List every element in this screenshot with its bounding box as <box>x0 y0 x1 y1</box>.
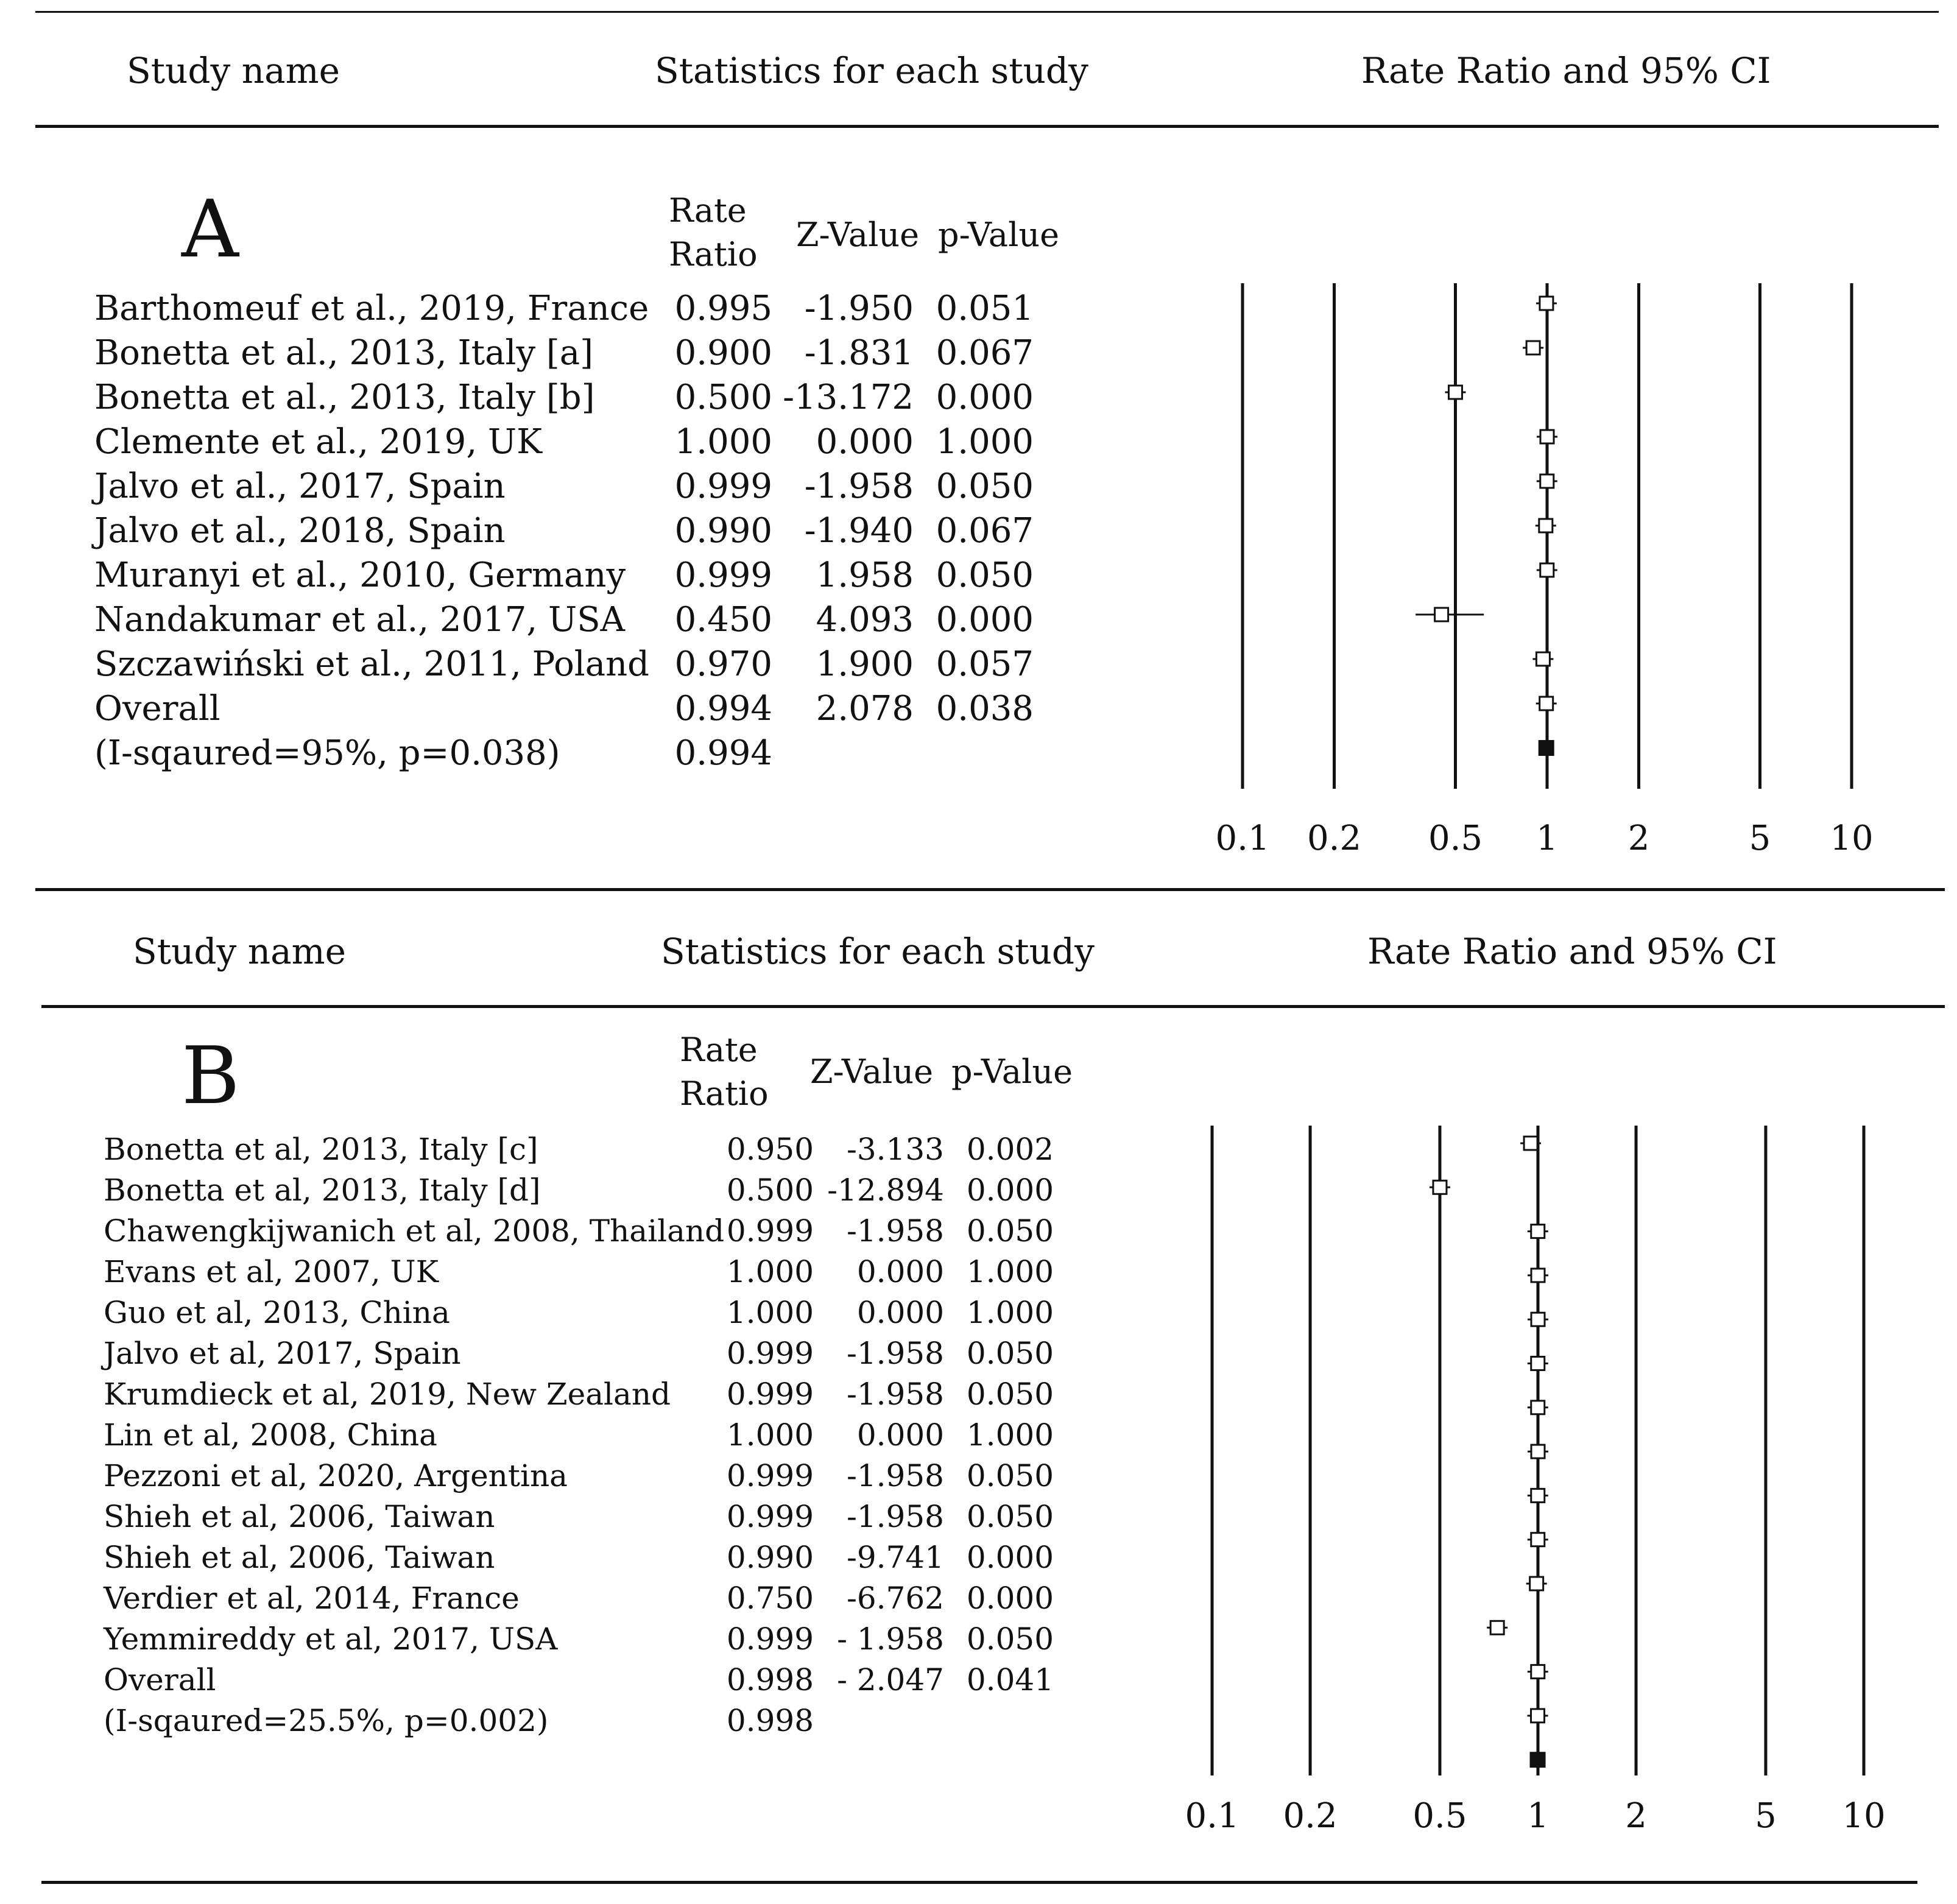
x-tick-label: 1 <box>1536 819 1558 858</box>
bottom-rule <box>41 1881 1917 1884</box>
study-name-label: Yemmireddy et al, 2017, USA <box>104 1621 558 1657</box>
z-value: 0.000 <box>856 1295 944 1330</box>
rate-ratio-value: 0.998 <box>726 1662 814 1698</box>
rate-ratio-column-header: Rate Ratio <box>669 191 758 273</box>
study-point-marker <box>1540 563 1554 577</box>
rate-ratio-value: 0.999 <box>726 1336 814 1371</box>
study-point-marker <box>1530 1577 1543 1590</box>
z-value: -6.762 <box>846 1581 944 1616</box>
study-name-label: Shieh et al, 2006, Taiwan <box>104 1499 495 1534</box>
p-value: 0.050 <box>966 1377 1054 1412</box>
study-name-label: Muranyi et al., 2010, Germany <box>94 555 626 595</box>
z-value: -1.958 <box>846 1213 944 1249</box>
study-name-label: Bonetta et al., 2013, Italy [b] <box>94 378 595 417</box>
rate-ratio-value: 0.750 <box>726 1581 814 1616</box>
p-value: 0.067 <box>936 333 1034 373</box>
x-tick-label: 0.1 <box>1215 819 1270 858</box>
p-value-column-header-b: p-Value <box>951 1052 1073 1091</box>
study-name-label: Shieh et al, 2006, Taiwan <box>104 1540 495 1575</box>
study-name-label: Jalvo et al, 2017, Spain <box>104 1336 461 1371</box>
rate-ratio-value: 0.994 <box>674 733 772 773</box>
z-value: 0.000 <box>856 1417 944 1453</box>
rate-ratio-value: 1.000 <box>726 1417 814 1453</box>
z-value: -9.741 <box>846 1540 944 1575</box>
p-value: 0.051 <box>936 289 1034 328</box>
rate-ratio-column-header-b: Rate Ratio <box>680 1031 769 1113</box>
rate-ratio-value: 0.999 <box>726 1377 814 1412</box>
x-tick-label: 5 <box>1749 819 1771 858</box>
z-value: -1.950 <box>804 289 914 328</box>
rate-ratio-value: 0.999 <box>726 1458 814 1493</box>
p-value: 0.067 <box>936 511 1034 551</box>
study-name-label: Nandakumar et al., 2017, USA <box>94 600 626 640</box>
z-value: 0.000 <box>816 422 914 462</box>
p-value: 0.057 <box>936 644 1034 684</box>
p-value: 0.050 <box>966 1499 1054 1534</box>
study-name-label: Jalvo et al., 2018, Spain <box>94 511 506 551</box>
study-point-marker <box>1490 1621 1504 1634</box>
study-point-marker <box>1536 652 1550 666</box>
x-tick-label: 0.5 <box>1428 819 1483 858</box>
study-point-marker <box>1531 1269 1545 1282</box>
z-value: -3.133 <box>846 1132 944 1167</box>
z-value: - 2.047 <box>837 1662 944 1698</box>
rate-ratio-ci-header: Rate Ratio and 95% CI <box>1361 50 1771 91</box>
study-name-label: Verdier et al, 2014, France <box>104 1581 520 1616</box>
x-tick-label: 0.1 <box>1185 1796 1239 1836</box>
z-value: -1.958 <box>846 1377 944 1412</box>
z-value: -13.172 <box>783 378 914 417</box>
study-point-marker <box>1531 1665 1545 1679</box>
panel-label-b: B <box>182 1029 240 1122</box>
study-name-label: Szczawiński et al., 2011, Poland <box>94 644 650 684</box>
study-name-label: (I-sqaured=95%, p=0.038) <box>94 733 560 773</box>
rate-ratio-value: 0.999 <box>674 555 772 595</box>
rate-ratio-value: 0.500 <box>726 1172 814 1208</box>
summary-point-marker <box>1539 741 1554 755</box>
rate-ratio-value: 1.000 <box>726 1295 814 1330</box>
z-value: -1.958 <box>846 1336 944 1371</box>
study-name-label: Evans et al, 2007, UK <box>104 1254 439 1289</box>
rate-ratio-value: 0.995 <box>674 289 772 328</box>
x-tick-label: 1 <box>1527 1796 1549 1836</box>
p-value: 0.050 <box>936 467 1034 506</box>
rate-ratio-value: 0.999 <box>726 1499 814 1534</box>
p-value: 1.000 <box>936 422 1034 462</box>
study-name-label: Lin et al, 2008, China <box>104 1417 437 1453</box>
rate-ratio-value: 0.990 <box>674 511 772 551</box>
p-value: 0.002 <box>966 1132 1054 1167</box>
rate-ratio-value: 0.950 <box>726 1132 814 1167</box>
study-point-marker <box>1540 430 1554 443</box>
z-value: -1.958 <box>846 1458 944 1493</box>
study-name-label: Bonetta et al, 2013, Italy [c] <box>104 1132 538 1167</box>
z-value: 0.000 <box>856 1254 944 1289</box>
study-name-header-b: Study name <box>133 931 346 972</box>
rate-ratio-value: 1.000 <box>726 1254 814 1289</box>
p-value: 1.000 <box>966 1417 1054 1453</box>
study-point-marker <box>1539 519 1553 532</box>
x-tick-label: 10 <box>1830 819 1874 858</box>
study-name-label: Jalvo et al., 2017, Spain <box>94 467 506 506</box>
forest-plot-b <box>1185 1115 1888 1852</box>
z-value: 2.078 <box>816 689 914 728</box>
panel-divider-rule <box>35 888 1945 891</box>
z-value: -12.894 <box>827 1172 944 1208</box>
z-value: -1.940 <box>804 511 914 551</box>
study-name-label: Guo et al, 2013, China <box>104 1295 450 1330</box>
summary-point-marker <box>1531 1752 1545 1767</box>
p-value: 0.050 <box>966 1213 1054 1249</box>
study-point-marker <box>1531 1225 1545 1238</box>
p-value: 0.000 <box>966 1172 1054 1208</box>
study-point-marker <box>1531 1357 1545 1370</box>
p-value: 0.000 <box>936 600 1034 640</box>
p-value: 0.050 <box>966 1458 1054 1493</box>
header-rule <box>35 125 1939 128</box>
z-value: 1.900 <box>816 644 914 684</box>
study-name-label: Bonetta et al, 2013, Italy [d] <box>104 1172 541 1208</box>
z-value: -1.831 <box>804 333 914 373</box>
study-point-marker <box>1531 1533 1545 1546</box>
study-point-marker <box>1540 697 1553 710</box>
z-value-column-header-b: Z-Value <box>810 1052 934 1091</box>
study-point-marker <box>1540 474 1554 488</box>
rate-ratio-ci-header-b: Rate Ratio and 95% CI <box>1367 931 1777 972</box>
study-name-label: (I-sqaured=25.5%, p=0.002) <box>104 1703 549 1738</box>
study-point-marker <box>1448 386 1462 399</box>
study-name-label: Chawengkijwanich et al, 2008, Thailand <box>104 1213 725 1249</box>
study-point-marker <box>1531 1489 1545 1502</box>
study-name-label: Barthomeuf et al., 2019, France <box>94 289 649 328</box>
p-value: 0.038 <box>936 689 1034 728</box>
study-name-label: Overall <box>94 689 220 728</box>
rate-ratio-value: 1.000 <box>674 422 772 462</box>
study-name-header: Study name <box>127 50 340 91</box>
x-tick-label: 5 <box>1755 1796 1777 1836</box>
study-point-marker <box>1524 1137 1537 1150</box>
study-name-label: Overall <box>104 1662 216 1698</box>
study-point-marker <box>1531 1709 1545 1722</box>
forest-plot-a <box>1188 268 1888 865</box>
p-value: 0.000 <box>936 378 1034 417</box>
rate-ratio-value: 0.994 <box>674 689 772 728</box>
study-name-label: Clemente et al., 2019, UK <box>94 422 542 462</box>
statistics-header-b: Statistics for each study <box>661 931 1095 972</box>
statistics-header: Statistics for each study <box>655 50 1088 91</box>
p-value: 1.000 <box>966 1295 1054 1330</box>
rate-ratio-value: 0.998 <box>726 1703 814 1738</box>
x-tick-label: 0.2 <box>1283 1796 1338 1836</box>
study-point-marker <box>1531 1401 1545 1414</box>
panel-label-a: A <box>182 183 239 275</box>
rate-ratio-value: 0.999 <box>726 1213 814 1249</box>
study-name-label: Krumdieck et al, 2019, New Zealand <box>104 1377 671 1412</box>
p-value: 1.000 <box>966 1254 1054 1289</box>
rate-ratio-value: 0.990 <box>726 1540 814 1575</box>
p-value: 0.050 <box>936 555 1034 595</box>
z-value: 4.093 <box>816 600 914 640</box>
z-value: - 1.958 <box>837 1621 944 1657</box>
x-tick-label: 2 <box>1627 819 1650 858</box>
rate-ratio-value: 0.900 <box>674 333 772 373</box>
top-rule <box>35 11 1939 13</box>
p-value: 0.000 <box>966 1581 1054 1616</box>
x-tick-label: 0.2 <box>1306 819 1362 858</box>
z-value: 1.958 <box>816 555 914 595</box>
rate-ratio-value: 0.999 <box>726 1621 814 1657</box>
study-point-marker <box>1531 1313 1545 1326</box>
study-name-label: Pezzoni et al, 2020, Argentina <box>104 1458 568 1493</box>
study-point-marker <box>1526 341 1540 354</box>
study-name-label: Bonetta et al., 2013, Italy [a] <box>94 333 593 373</box>
study-point-marker <box>1540 297 1553 310</box>
x-tick-label: 10 <box>1842 1796 1886 1836</box>
study-point-marker <box>1435 608 1448 621</box>
p-value: 0.041 <box>966 1662 1054 1698</box>
x-tick-label: 2 <box>1625 1796 1647 1836</box>
rate-ratio-value: 0.450 <box>674 600 772 640</box>
study-point-marker <box>1433 1180 1447 1194</box>
header-rule-b <box>41 1005 1945 1008</box>
z-value: -1.958 <box>846 1499 944 1534</box>
p-value: 0.050 <box>966 1336 1054 1371</box>
p-value: 0.050 <box>966 1621 1054 1657</box>
p-value-column-header: p-Value <box>938 216 1060 254</box>
rate-ratio-value: 0.500 <box>674 378 772 417</box>
rate-ratio-value: 0.999 <box>674 467 772 506</box>
study-point-marker <box>1531 1445 1545 1458</box>
rate-ratio-value: 0.970 <box>674 644 772 684</box>
z-value: -1.958 <box>804 467 914 506</box>
x-tick-label: 0.5 <box>1412 1796 1467 1836</box>
p-value: 0.000 <box>966 1540 1054 1575</box>
z-value-column-header: Z-Value <box>796 216 920 254</box>
